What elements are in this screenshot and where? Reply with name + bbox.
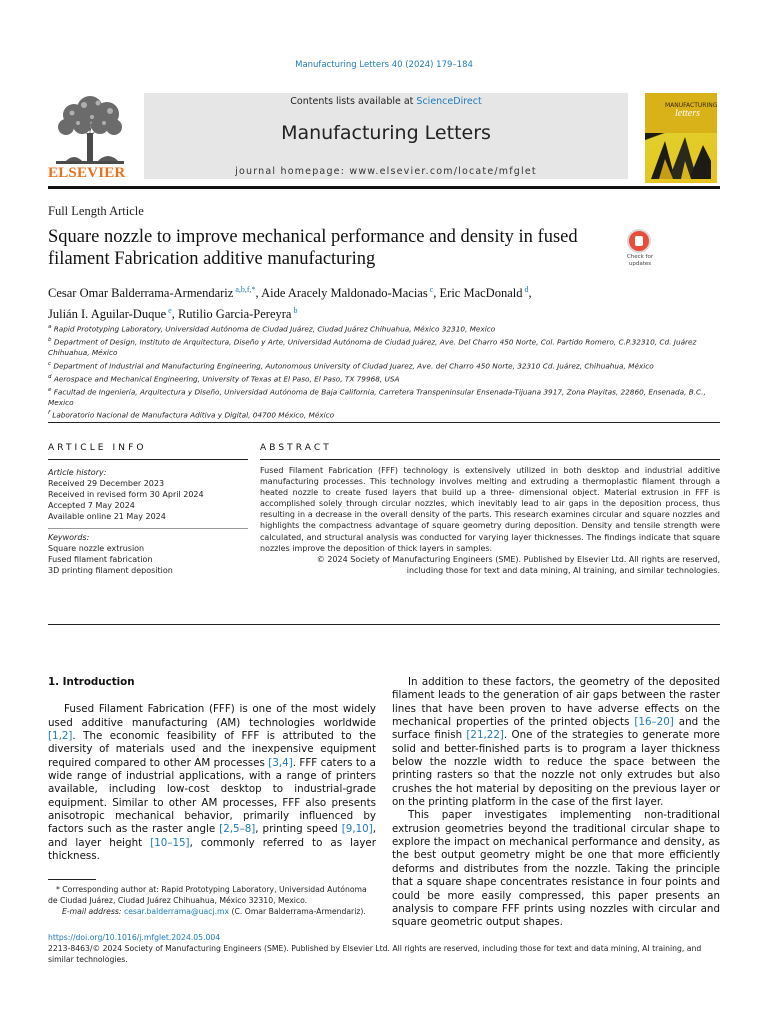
body-text: , and layer height (48, 823, 376, 849)
affiliation-text: Department of Industrial and Manufacturing Engineering, Autonomous University of Ciudad Juarez, Ave. del Charro 450 Norte, 32310 Cd. Juárez, Chihuahua, México (51, 361, 654, 371)
body-text: In addition to these factors, the geometry of the deposited filament leads to the generation of air gaps between the raster lines that have been proven to have adverse effects on the mechanical properties of the printed objects (392, 676, 720, 729)
article-info-rule (48, 459, 248, 460)
author-list (48, 281, 708, 323)
abstract-heading: ABSTRACT (260, 443, 332, 453)
body-text: and the surface finish (392, 716, 720, 742)
email-label: E-mail address: (62, 907, 122, 917)
abstract-bottom-rule (48, 624, 720, 625)
history-label: Article history: (48, 468, 107, 477)
affiliation-item (48, 385, 720, 409)
affiliation-item (48, 372, 720, 385)
author-affiliation-marker[interactable]: e (166, 306, 172, 316)
author-affiliation-marker[interactable]: b (291, 306, 298, 316)
keywords-label: Keywords: (48, 528, 248, 543)
intro-paragraph-1 (48, 703, 376, 863)
author-affiliation-marker[interactable]: c (427, 285, 434, 294)
journal-citation[interactable]: Manufacturing Letters 40 (2024) 179–184 (295, 60, 473, 70)
journal-masthead (48, 91, 720, 185)
citation-link[interactable]: [2,5–8] (219, 823, 256, 836)
body-text: , printing speed (255, 823, 342, 836)
affiliation-item (48, 322, 720, 335)
footnote-rule (48, 879, 96, 880)
keyword-item: Square nozzle extrusion (48, 544, 145, 553)
publisher-logo[interactable] (48, 91, 138, 185)
crossmark-bookmark-icon (635, 236, 643, 246)
cover-title-text: MANUFACTURING (665, 102, 717, 109)
body-left-column (48, 676, 376, 863)
affiliation-key: f (48, 410, 50, 417)
sciencedirect-link[interactable]: ScienceDirect (416, 96, 482, 107)
issn-copyright: 2213-8463/© 2024 Society of Manufacturing Engineers (SME). Published by Elsevier Ltd. All rights are reserved, including those for text and data mining, AI training, and similar technologies. (48, 944, 702, 964)
paper-title: Square nozzle to improve mechanical performance and density in fused filament Fabrication additive manufacturing (48, 227, 578, 269)
author-separator: , (528, 286, 532, 301)
author-separator: , (433, 286, 440, 301)
affiliation-text: Facultad de Ingeniería, Arquitectura y Diseño, Universidad Autónoma de Baja California, Carretera Transpeninsular Ensenada-Tijuana 3917, Zona Playitas, 22860, Ensenada, B.C., Mexico (48, 387, 706, 407)
affiliation-text: Rapid Prototyping Laboratory, Universidad Autónoma de Ciudad Juárez, Ciudad Juárez Chihuahua, México 32310, Mexico (51, 324, 496, 334)
affiliation-text: Laboratorio Nacional de Manufactura Aditiva y Digital, 04700 México, México (49, 410, 335, 420)
journal-info-box (144, 93, 628, 179)
keyword-item: 3D printing filament deposition (48, 566, 173, 575)
corresponding-author-footnote (48, 884, 378, 918)
affiliation-item (48, 335, 720, 359)
author-affiliation-marker[interactable]: a,b,f,* (233, 285, 256, 294)
contents-prefix: Contents lists available at (290, 96, 417, 107)
abstract-copyright-2: including those for text and data mining, AI training, and similar technologies. (406, 565, 720, 575)
author-email-link[interactable]: cesar.balderrama@uacj.mx (123, 907, 230, 917)
history-dates (48, 478, 248, 522)
journal-cover-image[interactable] (645, 93, 717, 183)
citation-link[interactable]: [9,10] (341, 823, 373, 836)
body-text: Fused Filament Fabrication (FFF) is one of the most widely used additive manufacturing (AM) technologies worldwide (48, 703, 376, 729)
history-item: Available online 21 May 2024 (48, 512, 166, 521)
article-info-heading: ARTICLE INFO (48, 443, 147, 453)
article-type: Full Length Article (48, 204, 144, 218)
affiliation-rule (48, 422, 720, 423)
crossmark-label: Check for updates (626, 254, 654, 267)
author-name[interactable]: Rutilio Garcia-Pereyra (177, 307, 292, 322)
body-text: . FFF caters to a wide range of industrial applications, with a range of printers available, including low-cost desktop to industrial-grade equipment. Similar to other AM processes, FFF also presents anisotropic mechanical behavior, primarily influenced by factors such as the raster angle (48, 756, 376, 836)
doi-block (48, 932, 720, 965)
intro-paragraph-3: This paper investigates implementing non-traditional extrusion geometries beyond the traditional circular shape to explore the impact on mechanical performance and density, as the best output geometry might be one that more efficiently deforms and distributes from the nozzle. Taking the principle that a square shape concentrates resistance in four points and could be more easily compressed, this paper presents an analysis to compare FFF prints using nozzles with circular and square geometric output shapes. (392, 809, 720, 929)
affiliation-list (48, 322, 720, 421)
affiliation-item (48, 359, 720, 372)
affiliation-key: a (48, 324, 52, 330)
author-name[interactable]: Eric MacDonald (439, 286, 523, 301)
abstract-body (260, 465, 720, 576)
email-suffix: (C. Omar Balderrama-Armendariz). (231, 907, 366, 917)
body-text: . The economic feasibility of FFF is attributed to the diversity of materials used and the inexpensive equipment required compared to other AM processes (48, 730, 376, 769)
keyword-item: Fused filament fabrication (48, 555, 153, 564)
author-separator: , (171, 307, 178, 322)
section-heading-introduction: 1. Introduction (48, 676, 135, 688)
body-right-column (392, 676, 720, 930)
author-separator: , (255, 286, 262, 301)
affiliation-key: c (48, 360, 52, 367)
citation-link[interactable]: [10–15] (150, 836, 190, 849)
affiliation-key: b (48, 337, 52, 344)
abstract-rule (260, 459, 720, 460)
publisher-name: ELSEVIER (48, 165, 126, 181)
crossmark-badge[interactable] (621, 229, 659, 269)
corresponding-text: Corresponding author at: Rapid Prototyping Laboratory, Universidad Autónoma de Ciudad Juárez, Ciudad Juárez Chihuahua, México 32310, Mexico. (48, 885, 367, 906)
affiliation-text: Department of Design, Instituto de Arquitectura, Diseño y Arte, Universidad Autónoma de Ciudad Juárez, Ave. Del Charro 450 Norte, Col. Partido Romero, C.P.32310, Cd. Juárez Chihuahua, México (48, 337, 697, 358)
citation-link[interactable]: [16–20] (634, 716, 674, 729)
doi-link[interactable]: https://doi.org/10.1016/j.mfglet.2024.05.004 (48, 933, 221, 942)
cover-graphic (651, 131, 711, 179)
affiliation-key: d (48, 373, 52, 380)
citation-link[interactable]: [1,2] (48, 730, 73, 743)
header-rule (48, 186, 720, 189)
elsevier-tree-icon (54, 93, 126, 165)
contents-line (144, 96, 628, 107)
affiliation-text: Aerospace and Mechanical Engineering, University of Texas at El Paso, El Paso, TX 79968, USA (51, 374, 400, 384)
journal-title[interactable]: Manufacturing Letters (281, 122, 491, 144)
history-item: Received 29 December 2023 (48, 479, 165, 488)
email-line (48, 906, 378, 917)
journal-homepage[interactable]: journal homepage: www.elsevier.com/locate/mfglet (235, 166, 537, 177)
intro-paragraph-2 (392, 676, 720, 809)
affiliation-item (48, 408, 720, 421)
author-affiliation-marker[interactable]: d (522, 285, 529, 294)
author-name[interactable]: Aide Aracely Maldonado-Macias (261, 286, 428, 301)
cover-subtitle-text: letters (675, 108, 700, 119)
body-text: . One of the strategies to generate more solid and better-finished parts is to program a layer thickness below the nozzle width to reduce the space between the printing rasters so that the nozzle not only extrudes but also crushes the hot material by depositing on the previous layer or on the printing platform in the case of the first layer. (392, 729, 720, 809)
history-item: Accepted 7 May 2024 (48, 501, 135, 510)
abstract-copyright-1: © 2024 Society of Manufacturing Engineers (SME). Published by Elsevier Ltd. All rights are reserved, (316, 554, 720, 564)
history-item: Received in revised form 30 April 2024 (48, 490, 204, 499)
author-name[interactable]: Cesar Omar Balderrama-Armendariz (48, 286, 234, 301)
keyword-list (48, 543, 248, 576)
article-history (48, 467, 248, 576)
affiliation-key: e (48, 386, 52, 393)
author-name[interactable]: Julián I. Aguilar-Duque (48, 307, 167, 322)
crossmark-icon (627, 229, 651, 253)
body-text: , commonly referred to as layer thickness. (48, 836, 376, 863)
abstract-paragraph: Fused Filament Fabrication (FFF) technology is extensively utilized in both desktop and industrial additive manufacturing processes. This technology involves melting and extruding a thermoplastic filament through a heated nozzle to create fused layers that build up a three- dimensional object. Material extrusion in FFF is accomplished solely through circular nozzles, which inevitably lead to air gaps in the deposition process, thus resulting in a decrease in the overall density of the parts. This research examines circular and square nozzles and highlights the compactness advantage of square geometry during deposition. Density and tensile strength were calculated, and structural analysis was conducted for varying layer thicknesses. The findings indicate that square nozzles improve the deposition of thick layers in samples. (260, 466, 720, 553)
corresponding-note: * Corresponding author at: Rapid Prototyping Laboratory, Universidad Autónoma de Ciudad Juárez, Ciudad Juárez Chihuahua, México 32310, Mexico. (48, 885, 367, 906)
citation-link[interactable]: [3,4] (268, 756, 293, 769)
citation-link[interactable]: [21,22] (466, 729, 504, 742)
